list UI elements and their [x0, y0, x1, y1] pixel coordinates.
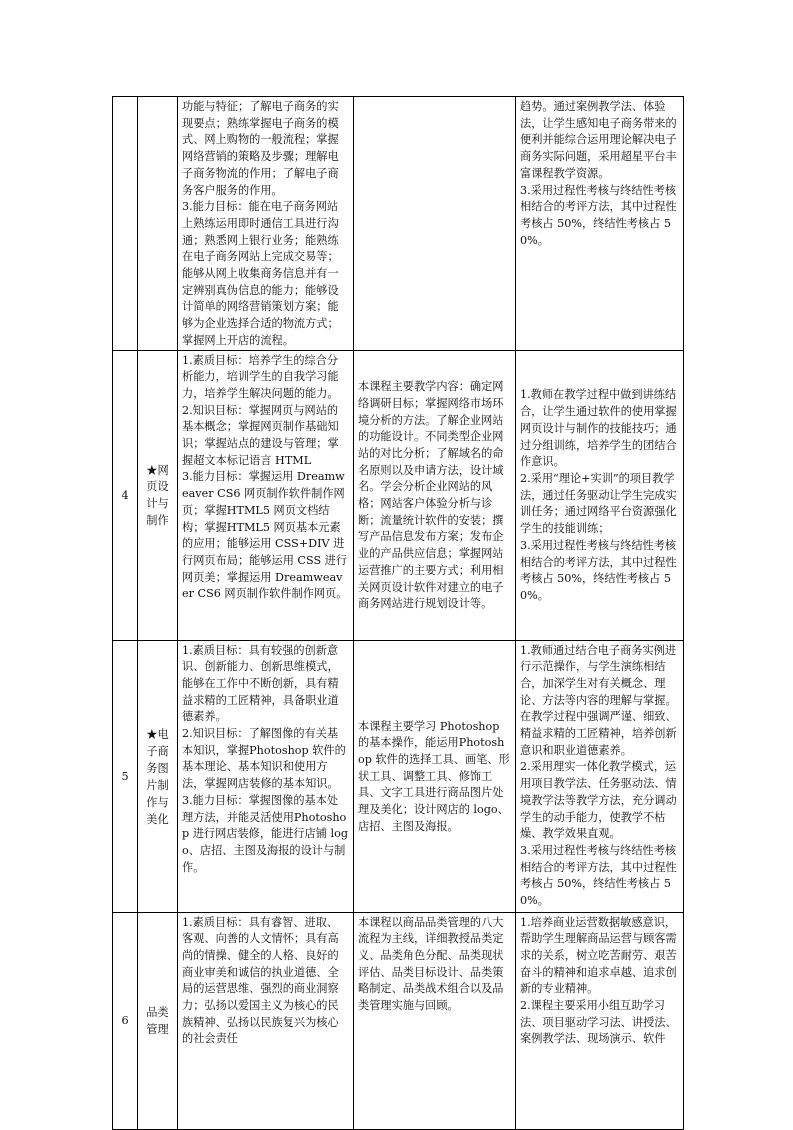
course-name [138, 97, 178, 351]
course-methods: 1.培养商业运营数据敏感意识，帮助学生理解商品运营与顾客需求的关系，树立吃苦耐劳、艰苦奋斗的精神和追求卓越、追求创新的专业精神。 2.课程主要采用小组互助学习法、项目驱动学习法、讲授法、案例教学法、现场演示、软件 [516, 912, 684, 1129]
course-table [112, 96, 684, 1130]
course-name: 品类管理 [138, 912, 178, 1129]
table-row [113, 350, 684, 640]
row-number: 6 [113, 912, 138, 1129]
course-content: 本课程以商品品类管理的八大流程为主线，详细教授品类定义、品类角色分配、品类现状评估、品类目标设计、品类策略制定、品类战术组合以及品类管理实施与回顾。 [354, 912, 516, 1129]
course-goals: 1.素质目标：具有睿智、进取、客观、向善的人文情怀；具有高尚的情操、健全的人格、良好的商业审美和诚信的执业道德、全局的运营思维、强烈的商业洞察力；弘扬以爱国主义为核心的民族精神、弘扬以民族复兴为核心的社会责任 [178, 912, 354, 1129]
course-goals: 功能与特征；了解电子商务的实现要点；熟练掌握电子商务的模式、网上购物的一般流程；掌握网络营销的策略及步骤；理解电子商务物流的作用；了解电子商务客户服务的作用。 3.能力目标：能在电子商务网站上熟练运用即时通信工具进行沟通；熟悉网上银行业务；能熟练在电子商务网站上完成交易等；能够从网上收集商务信息并有一定辨别真伪信息的能力；能够设计简单的网络营销策划方案；能够为企业选择合适的物流方式；掌握网上开店的流程。 [178, 97, 354, 351]
course-content [354, 97, 516, 351]
course-goals: 1.素质目标：具有较强的创新意识、创新能力、创新思维模式，能够在工作中不断创新，具有精益求精的工匠精神，具备职业道德素养。 2.知识目标：了解图像的有关基本知识，掌握Photoshop 软件的基本理论、基本知识和使用方法，掌握网店装修的基本知识。 3.能力目标：掌握图像的基本处理方法，并能灵活使用Photoshop 进行网店装修，能进行店铺 logo、店招、主图及海报的设计与制作。 [178, 640, 354, 912]
table-row [113, 912, 684, 1129]
row-number: 5 [113, 640, 138, 912]
course-methods: 1.教师在教学过程中做到讲练结合，让学生通过软件的使用掌握网页设计与制作的技能技巧；通过分组训练，培养学生的团结合作意识。 2.采用“理论+实训”的项目教学法，通过任务驱动让学生完成实训任务；通过网络平台资源强化学生的技能训练； 3.采用过程性考核与终结性考核相结合的考评方法，其中过程性考核占 50%，终结性考核占 50%。 [516, 350, 684, 640]
course-content: 本课程主要教学内容：确定网络调研目标；掌握网络市场环境分析的方法。了解企业网站的功能设计。不同类型企业网站的对比分析；了解域名的命名原则以及申请方法，设计域名。学会分析企业网站的风格；网站客户体验分析与诊断；流量统计软件的安装；撰写产品信息发布方案；发布企业的产品供应信息；掌握网站运营推广的主要方式；利用相关网页设计软件对建立的电子商务网站进行规划设计等。 [354, 350, 516, 640]
course-methods: 1.教师通过结合电子商务实例进行示范操作，与学生演练相结合，加深学生对有关概念、理论、方法等内容的理解与掌握。在教学过程中强调严谨、细致、精益求精的工匠精神，培养创新意识和职业道德素养。 2.采用理实一体化教学模式，运用项目教学法、任务驱动法、情境教学法等教学方法，充分调动学生的动手能力，使教学不枯燥、教学效果直观。 3.采用过程性考核与终结性考核相结合的考评方法，其中过程性考核占 50%，终结性考核占 50%。 [516, 640, 684, 912]
course-content: 本课程主要学习 Photoshop 的基本操作，能运用Photoshop 软件的选择工具、画笔、形状工具、调整工具、修饰工具、文字工具进行商品图片处理及美化；设计网店的 logo、店招、主图及海报。 [354, 640, 516, 912]
table-row [113, 640, 684, 912]
row-number [113, 97, 138, 351]
course-methods: 趋势。通过案例教学法、体验法，让学生感知电子商务带来的便利并能综合运用理论解决电子商务实际问题，采用超星平台丰富课程教学资源。 3.采用过程性考核与终结性考核相结合的考评方法，其中过程性考核占 50%，终结性考核占 50%。 [516, 97, 684, 351]
course-name: ★网页设计与制作 [138, 350, 178, 640]
row-number: 4 [113, 350, 138, 640]
table-row [113, 97, 684, 351]
course-goals: 1.素质目标：培养学生的综合分析能力，培训学生的自我学习能力，培养学生解决问题的能力。 2.知识目标：掌握网页与网站的基本概念；掌握网页制作基础知识；掌握站点的建设与管理；掌握超文本标记语言 HTML 3.能力目标：掌握运用 Dreamweaver CS6 网页制作软件制作网页；掌握HTML5 网页文档结构；掌握HTML5 网页基本元素的应用；能够运用 CSS+DIV 进行网页布局；能够运用 CSS 进行网页美；掌握运用 Dreamweaver CS6 网页制作软件制作网页。 [178, 350, 354, 640]
course-name: ★电子商务图片制作与美化 [138, 640, 178, 912]
